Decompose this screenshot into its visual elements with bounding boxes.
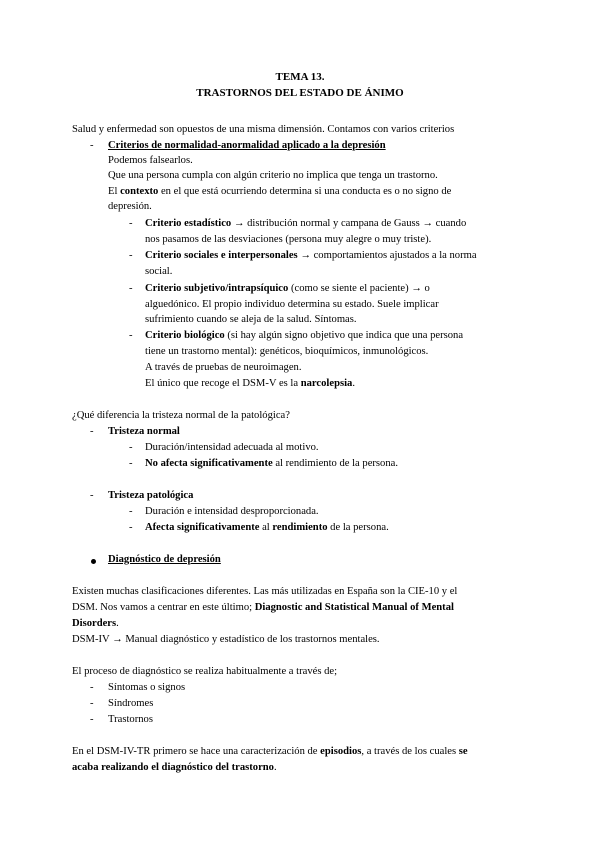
dash-bullet: -	[90, 490, 94, 501]
dash-bullet: -	[129, 506, 133, 517]
dash-bullet: -	[129, 250, 133, 261]
criterion-item: Criterio subjetivo/intrapsíquico (como se siente el paciente) → o	[145, 283, 430, 294]
criterion-item-cont: nos pasamos de las desviaciones (persona muy alegre o muy triste).	[145, 234, 432, 245]
normal-item: No afecta significativamente al rendimiento de la persona.	[145, 458, 399, 469]
dash-bullet: -	[90, 140, 94, 151]
dash-bullet: -	[90, 714, 94, 725]
pathological-item: Afecta significativamente al rendimiento de la persona.	[145, 522, 389, 533]
round-bullet-icon	[91, 559, 96, 564]
dash-bullet: -	[129, 218, 133, 229]
criterion-item: Criterio sociales e interpersonales → comportamientos ajustados a la norma	[145, 250, 477, 261]
criterion-item-cont: sufrimiento cuando se aleja de la salud. Síntomas.	[145, 314, 357, 325]
normal-item: Duración/intensidad adecuada al motivo.	[145, 442, 319, 453]
dsm-paragraph: En el DSM-IV-TR primero se hace una caracterización de episodios, a través de los cuales se	[72, 746, 468, 757]
dash-bullet: -	[129, 458, 133, 469]
criterion-item-cont: tiene un trastorno mental): genéticos, bioquímicos, inmunológicos.	[145, 346, 429, 357]
criteria-line: El contexto en el que está ocurriendo determina si una conducta es o no signo de	[108, 186, 452, 197]
dash-bullet: -	[129, 330, 133, 341]
criterion-item-cont: alguedónico. El propio individuo determina su estado. Suele implicar	[145, 299, 439, 310]
dsm-paragraph: acaba realizando el diagnóstico del trastorno.	[72, 762, 277, 773]
dash-bullet: -	[90, 682, 94, 693]
diagnosis-process: El proceso de diagnóstico se realiza habitualmente a través de;	[72, 666, 338, 677]
criteria-line: Podemos falsearlos.	[108, 155, 193, 166]
dash-bullet: -	[129, 522, 133, 533]
intro-paragraph: Salud y enfermedad son opuestos de una misma dimensión. Contamos con varios criterios	[72, 124, 455, 135]
criteria-line: depresión.	[108, 201, 152, 212]
diagnosis-list-item: Síndromes	[108, 698, 154, 709]
dash-bullet: -	[90, 698, 94, 709]
diagnosis-paragraph: DSM-IV → Manual diagnóstico y estadístico de los trastornos mentales.	[72, 634, 380, 645]
dash-bullet: -	[90, 426, 94, 437]
normal-heading: Tristeza normal	[108, 426, 180, 437]
diagnosis-paragraph: DSM. Nos vamos a centrar en este último; Diagnostic and Statistical Manual of Mental	[72, 602, 454, 613]
criteria-heading: Criterios de normalidad-anormalidad aplicado a la depresión	[108, 140, 386, 151]
diagnosis-list-item: Síntomas o signos	[108, 682, 186, 693]
dash-bullet: -	[129, 283, 133, 294]
criterion-item-cont: social.	[145, 266, 173, 277]
diagnosis-paragraph: Existen muchas clasificaciones diferentes. Las más utilizadas en España son la CIE-10 y el	[72, 586, 458, 597]
pathological-heading: Tristeza patológica	[108, 490, 194, 501]
dash-bullet: -	[129, 442, 133, 453]
diagnosis-paragraph: Disorders.	[72, 618, 119, 629]
tema-number: TEMA 13.	[275, 71, 325, 83]
criterion-item-cont: A través de pruebas de neuroimagen.	[145, 362, 302, 373]
criterion-item: Criterio estadístico → distribución normal y campana de Gauss → cuando	[145, 218, 467, 229]
criteria-line: Que una persona cumpla con algún criterio no implica que tenga un trastorno.	[108, 170, 438, 181]
criterion-item-cont: El único que recoge el DSM-V es la narcolepsia.	[145, 378, 355, 389]
page-title: TRASTORNOS DEL ESTADO DE ÁNIMO	[196, 87, 404, 99]
diagnosis-list-item: Trastornos	[108, 714, 153, 725]
pathological-item: Duración e intensidad desproporcionada.	[145, 506, 319, 517]
criterion-item: Criterio biológico (si hay algún signo objetivo que indica que una persona	[145, 330, 464, 341]
diagnosis-heading: Diagnóstico de depresión	[108, 554, 221, 565]
question-paragraph: ¿Qué diferencia la tristeza normal de la patológica?	[72, 410, 290, 421]
